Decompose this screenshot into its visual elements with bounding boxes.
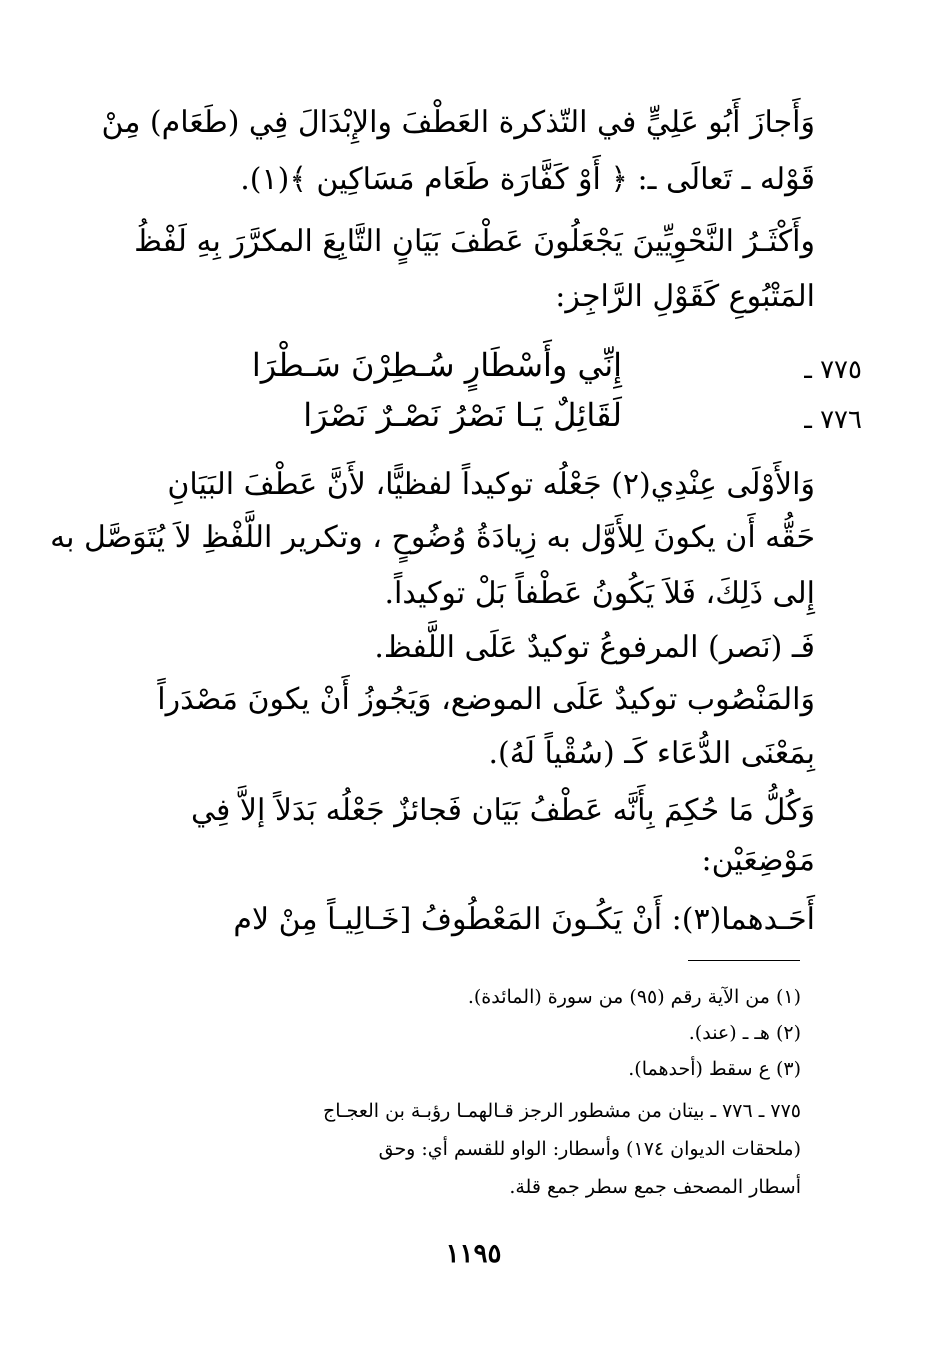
page-number: ١١٩٥ [445,1239,502,1269]
verse-text: إِنِّي وأَسْطَارٍ سُـطِرْنَ سَـطْرَا [251,346,622,384]
verse-number: ٧٧٥ ـ [804,355,862,385]
footnote: ٧٧٥ ـ ٧٧٦ ـ بيتان من مشطور الرجز قـالهمـا رؤبـة بن العجـاج [322,1100,801,1122]
body-line: وَالأَوْلَى عِنْدِي(٢) جَعْلُه توكيداً لفظيًّا، لأَنَّ عَطْفَ البَيَانِ [167,467,815,502]
verse-number: ٧٧٦ ـ [804,405,862,435]
footnote: (٣) ع سقط (أحدهما). [628,1058,801,1080]
body-line: فَـ (نَصر) المرفوعُ توكيدٌ عَلَى اللَّفظ. [374,630,815,665]
body-line: وَالمَنْصُوب توكيدٌ عَلَى الموضع، وَيَجُوزُ أَنْ يكونَ مَصْدَراً [157,682,815,717]
body-line: وَكُلُّ مَا حُكِمَ بِأَنَّه عَطْفُ بَيَان فَجائزٌ جَعْلُه بَدَلاً إلاَّ فِي [191,793,815,828]
footnote-separator [688,960,800,961]
footnote: أسطار المصحف جمع سطر جمع قلة. [509,1176,801,1198]
footnote: (٢) هـ ـ (عند). [688,1022,801,1044]
footnote: (ملحقات الديوان ١٧٤) وأسطار: الواو للقسم أي: وحق [378,1138,801,1160]
body-line: مَوْضِعَيْن: [701,843,815,878]
body-line: المَتْبُوعِ كَقَوْلِ الرَّاجِز: [555,279,815,314]
body-line: قَوْله ـ تَعالَى ـ: ﴿ أَوْ كَفَّارَة طَعَام مَسَاكِين ﴾(١). [240,162,815,197]
body-line: وَأَجازَ أَبُو عَلِيٍّ في التّذكرة العَطْفَ والإِبْدَالَ فِي (طَعَام) مِنْ [101,105,815,140]
verse-text: لَقَائِلٌ يَـا نَصْرُ نَصْـرٌ نَصْرَا [303,396,622,434]
body-line: أَحَـدهما(٣): أَنْ يَكُـونَ المَعْطُوفُ [خَـالِيـاً مِنْ لام [233,902,815,937]
body-line: حَقُّه أَن يكونَ لِلأَوَّل به زِيادَةُ وُضُوحٍ ، وتكرير اللَّفْظِ لاَ يُتَوَصَّل به [50,520,815,555]
body-line: وأَكْثَـرُ النَّحْوِيِّينَ يَجْعَلُونَ عَطْفَ بَيَانٍ التَّابِعَ المكرَّرَ بِهِ لَفْظُ [134,224,815,259]
body-line: بِمَعْنَى الدُّعَاء كَـ (سُقْياً لَهُ). [488,736,815,771]
footnote: (١) من الآية رقم (٩٥) من سورة (المائدة). [467,986,801,1008]
body-line: إِلى ذَلِكَ، فَلاَ يَكُونُ عَطْفاً بَلْ توكيداً. [384,576,815,611]
